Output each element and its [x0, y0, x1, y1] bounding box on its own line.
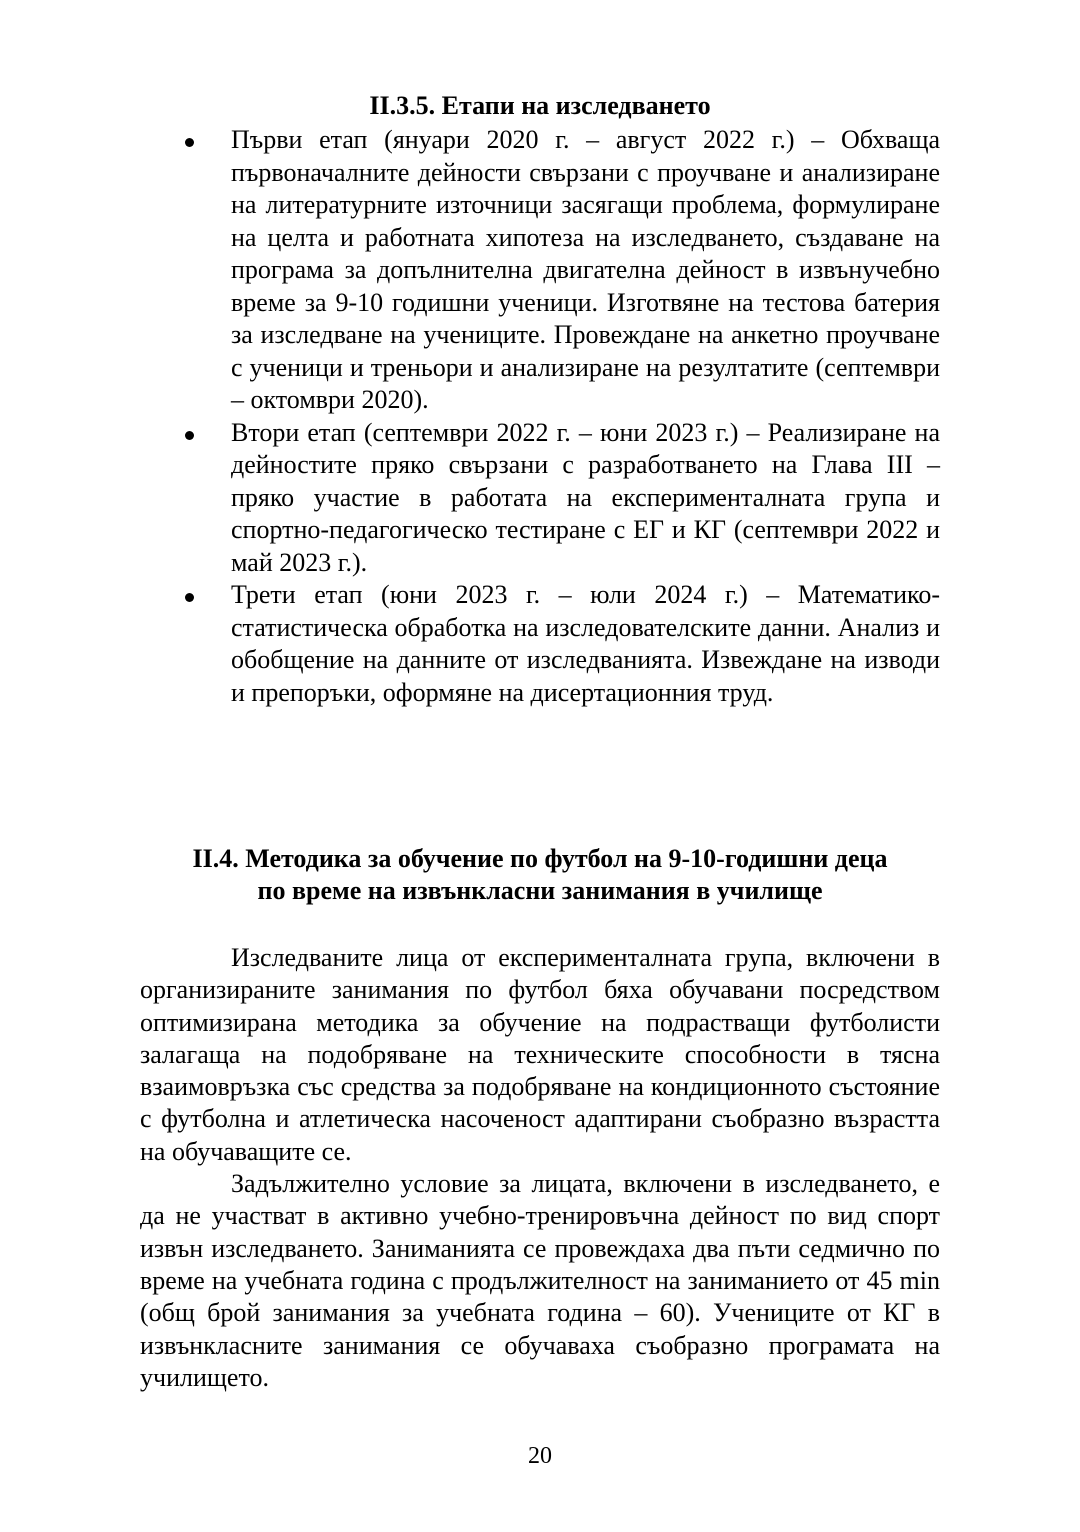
bullet-icon [185, 593, 194, 602]
paragraph-1: Изследваните лица от експерименталната група, включени в организираните занимания по футбол бяха обучавани посредством оптимизирана методика за обучение на подрастващи футболисти залагаща на подобряване на техническите способности в тясна взаимовръзка със средства за подобряване на кондиционното състояние с футболна и атлетическа насоченост адаптирани съобразно възрастта на обучаващите се. [140, 943, 940, 1166]
stage-text: Втори етап (септември 2022 г. – юни 2023 г.) – Реализиране на дейностите пряко свързани с разработването на Глава III – пряко участие в работата на експерименталната група и спортно-педагогическо тестиране с ЕГ и КГ (септември 2022 и май 2023 г.). [231, 417, 940, 577]
paragraph-2: Задължително условие за лицата, включени в изследването, е да не участват в активно учебно-тренировъчна дейност по вид спорт извън изследването. Заниманията се провеждаха два пъти седмично по време на учебната година с продължителност на заниманието от 45 min (общ брой занимания за учебната година – 60). Учениците от КГ в извънкласните занимания се обучаваха съобразно програмата на училището. [140, 1169, 940, 1392]
stage-text: Първи етап (януари 2020 г. – август 2022 г.) – Обхваща първоначалните дейности свързани с проучване и анализиране на литературните източници засягащи проблема, формулиране на целта и работната хипотеза на изследването, създаване на програма за допълнителна двигателна дейност в извънучебно време за 9-10 годишни ученици. Изготвяне на тестова батерия за изследване на учениците. Провеждане на анкетно проучване с ученици и треньори и анализиране на резултатите (септември – октомври 2020). [231, 125, 940, 414]
bullet-icon [185, 431, 194, 440]
subsection-heading: II.3.5. Етапи на изследването [369, 91, 711, 120]
stages-list [140, 124, 940, 709]
stage-item-3 [140, 579, 940, 709]
bullet-icon [185, 138, 194, 147]
page-number: 20 [528, 1443, 552, 1469]
stage-text: Трети етап (юни 2023 г. – юли 2024 г.) – Математико-статистическа обработка на изследователските данни. Анализ и обобщение на данните от изследванията. Извеждане на изводи и препоръки, оформяне на дисертационния труд. [231, 580, 940, 707]
section-heading [140, 843, 940, 907]
stage-item-2 [140, 417, 940, 580]
section-heading-line-1: II.4. Методика за обучение по футбол на 9-10-годишни деца [192, 844, 888, 873]
stage-item-1 [140, 124, 940, 417]
section-heading-line-2: по време на извънкласни занимания в училище [257, 876, 823, 905]
body-text [140, 942, 940, 1394]
